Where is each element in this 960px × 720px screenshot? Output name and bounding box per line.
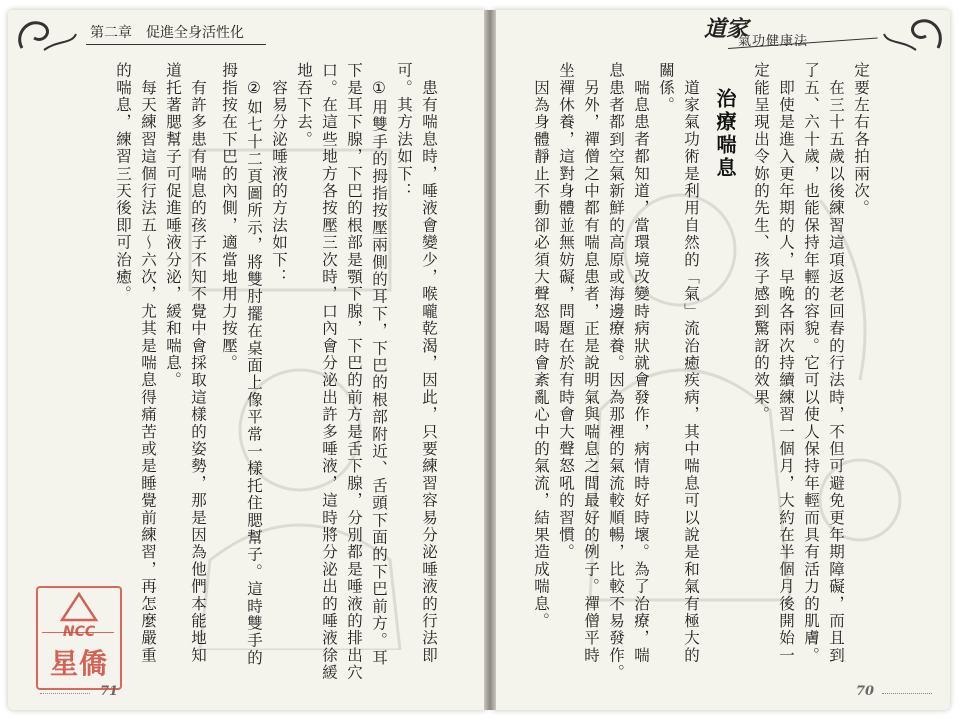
text-column: 道家氣功術是利用自然的「氣」流治癒疾病，其中喘息可以說是和氣有極大的 [682, 62, 700, 664]
stamp-name: 星僑 [49, 647, 108, 680]
text-column: 的喘息，練習三天後即可治癒。 [114, 62, 132, 303]
footer-dotted-rule [40, 693, 90, 694]
text-column: 另外，禪僧之中都有喘息患者，正是說明氣與喘息之間最好的例子。禪僧平時 [582, 62, 600, 664]
text-column: 口。在這些地方各按壓三次時，口內會分泌出許多唾液，這時將分泌出的唾液徐緩 [320, 62, 338, 682]
section-heading: 治療喘息 [713, 88, 737, 180]
text-column: 息患者都到空氣新鮮的高原或海邊療養。因為那裡的氣流較順暢，比較不易發作。 [607, 62, 625, 682]
chapter-title: 促進全身活性化 [146, 25, 244, 41]
text-column: 在三十五歲以後練習這項返老回春的行法時，不但可避免更年期障礙，而且到 [827, 62, 845, 664]
brand-mark: 道家 [704, 17, 749, 42]
footer-dotted-rule [882, 693, 932, 694]
text-column: 每天練習這個行法五～六次，尤其是喘息得痛苦或是睡覺前練習，再怎麼嚴重 [139, 62, 157, 664]
text-column: 有許多患有喘息的孩子不知不覺中會採取這樣的姿勢，那是因為他們本能地知 [189, 62, 207, 664]
chapter-label [86, 18, 266, 45]
text-column: 患有喘息時，唾液會變少，喉嚨乾渴，因此，只要練習容易分泌唾液的行法即 [420, 62, 438, 664]
left-page-header [8, 10, 486, 58]
text-column: 關係。 [657, 62, 675, 114]
ornament-icon [882, 12, 946, 56]
text-column: 拇指按在下巴的內側，適當地用力按壓。 [220, 62, 238, 372]
page-number: 71 [100, 684, 119, 699]
watermark-stamp [36, 586, 122, 690]
text-column: ①用雙手的拇指按壓兩側的耳下，下巴的根部附近、舌頭下面的下巴前方。耳 [370, 62, 388, 667]
text-column: 定能呈現出令妳的先生、孩子感到驚訝的效果。 [752, 62, 770, 424]
chapter-number: 第二章 [90, 25, 132, 41]
book-gutter [484, 10, 496, 710]
text-column: 定要左右各拍兩次。 [852, 62, 870, 217]
text-column: ②如七十二頁圖所示，將雙肘擺在桌面上像平常一樣托住腮幫子。這時雙手的 [245, 62, 263, 667]
text-column: 道托著腮幫子可促進唾液分泌，緩和喘息。 [164, 62, 182, 389]
brand-title: 氣功健康法 [738, 34, 809, 49]
text-column: 地吞下去。 [295, 62, 313, 148]
triangle-icon [60, 592, 98, 622]
book-brand [698, 12, 878, 52]
text-column: 下是耳下腺，下巴的根部是顎下腺，下巴的前方是舌下腺，分別都是唾液的排出穴 [345, 62, 363, 682]
text-column: 了五、六十歲，也能保持年輕的容貌。它可以使人保持年輕而具有活力的肌膚。 [802, 62, 820, 664]
ornament-icon [14, 14, 78, 54]
text-column: 可。其方法如下： [395, 62, 413, 200]
stamp-top-text: NCC [62, 624, 96, 640]
text-column: 因為身體靜止不動卻必須大聲怒喝時會紊亂心中的氣流，結果造成喘息。 [532, 62, 550, 630]
page-number: 70 [856, 684, 875, 699]
text-column: 坐禪休養，這對身體並無妨礙，問題在於有時會大聲怒吼的習慣。 [557, 62, 575, 561]
text-column: 喘息患者都知道，當環境改變時病狀就會發作，病情時好時壞。為了治療，喘 [632, 62, 650, 664]
text-column: 容易分泌唾液的方法如下： [270, 62, 288, 286]
right-page-header [492, 10, 950, 58]
text-column: 即使是進入更年期的人，早晚各兩次持續練習一個月，大約在半個月後開始一 [777, 62, 795, 664]
